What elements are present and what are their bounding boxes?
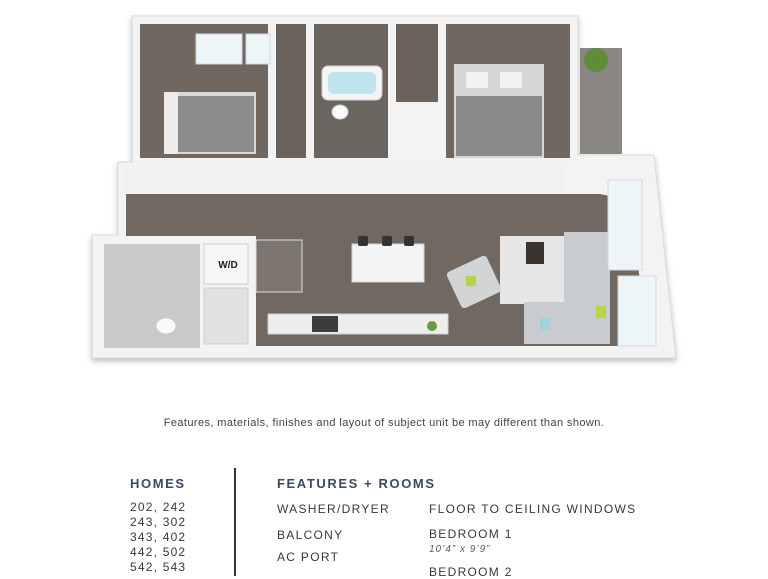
features-heading: FEATURES + ROOMS — [277, 476, 436, 491]
bar-stools — [358, 236, 414, 246]
homes-heading: HOMES — [130, 476, 186, 491]
feature-item: BALCONY — [277, 528, 344, 542]
bed-2 — [454, 64, 544, 158]
feature-item: WASHER/DRYER — [277, 502, 390, 516]
homes-unit: 243, 302 — [130, 515, 187, 529]
plant-kitchen — [427, 321, 437, 331]
closet-1-floor — [276, 24, 306, 158]
room-name: BEDROOM 2 — [429, 565, 513, 579]
homes-unit: 343, 402 — [130, 530, 187, 544]
shower-area — [204, 288, 248, 344]
feature-item: FLOOR TO CEILING WINDOWS — [429, 502, 637, 516]
kitchen-island — [352, 244, 424, 282]
homes-unit: 202, 242 — [130, 500, 187, 514]
wd-label: W/D — [218, 260, 238, 271]
hallway-floor — [126, 166, 566, 194]
toilet-1 — [332, 105, 348, 119]
column-divider — [234, 468, 236, 576]
homes-list — [130, 500, 186, 575]
feature-item: AC PORT — [277, 550, 340, 564]
bathtub-basin — [328, 72, 376, 94]
room-dimension: 10’4” x 9’9” — [429, 544, 491, 555]
kitchen-counter-bottom — [268, 314, 448, 334]
plant-balcony — [584, 48, 608, 72]
bathroom-2-floor — [104, 244, 200, 348]
bed-1 — [164, 92, 256, 154]
homes-unit: 542, 543 — [130, 560, 187, 574]
kitchen-counter-vertical — [256, 240, 302, 292]
closet-2-floor — [396, 24, 438, 102]
room-name: BEDROOM 1 — [429, 527, 513, 541]
homes-unit: 442, 502 — [130, 545, 187, 559]
toilet-2 — [156, 318, 176, 334]
coffee-table — [526, 242, 544, 264]
disclaimer-text: Features, materials, finishes and layout of subject unit be may different than shown. — [163, 417, 605, 429]
stove — [312, 316, 338, 332]
